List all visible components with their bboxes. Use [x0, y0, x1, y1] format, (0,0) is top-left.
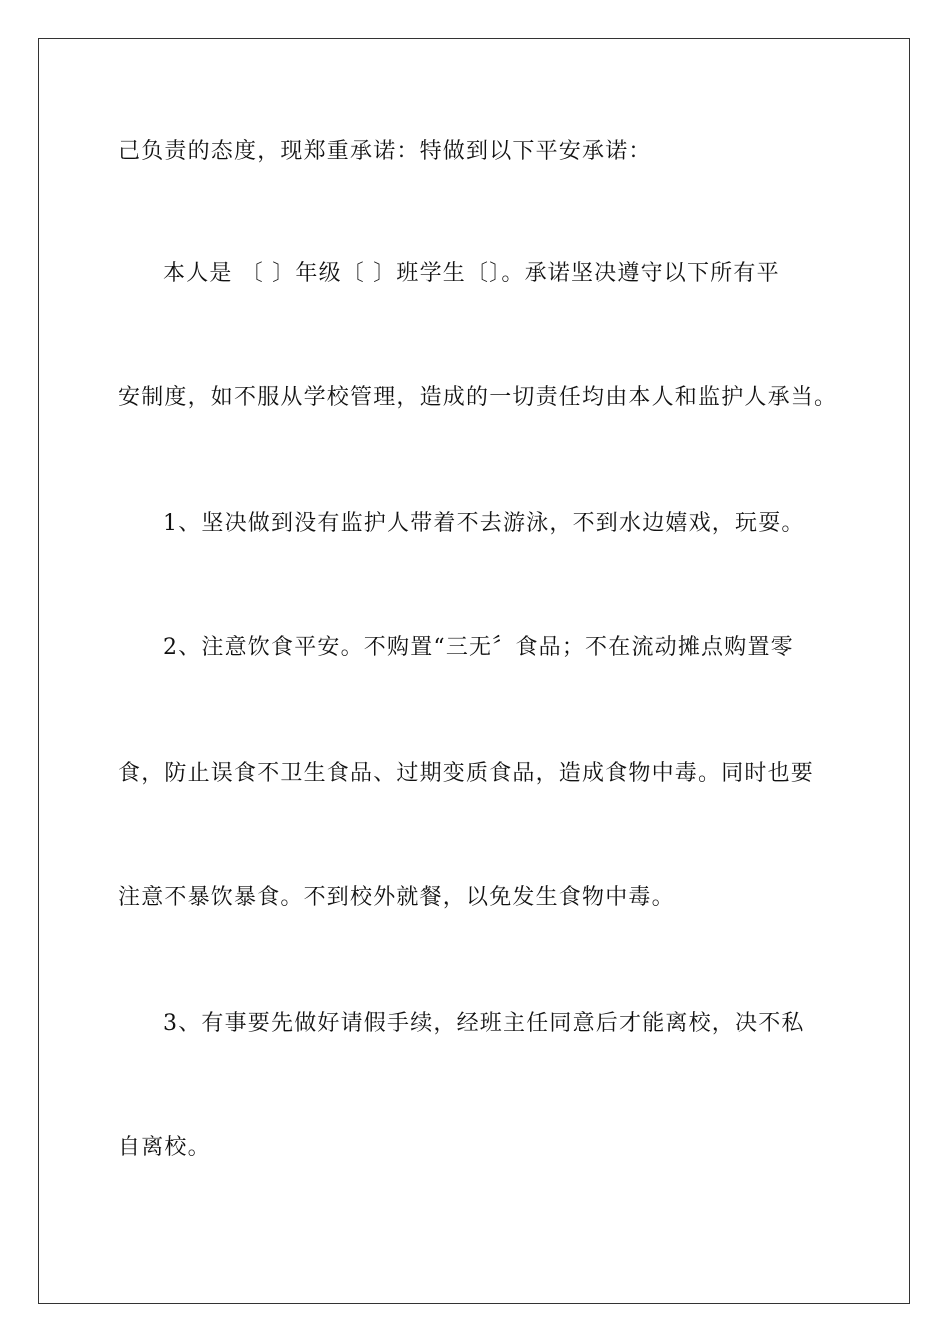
text-line-7: 注意不暴饮暴食。不到校外就餐，以免发生食物中毒。	[118, 885, 675, 910]
text-line-1: 己负责的态度，现郑重承诺：特做到以下平安承诺：	[118, 139, 652, 164]
text-line-4: 1、坚决做到没有监护人带着不去游泳，不到水边嬉戏，玩耍。	[163, 511, 805, 536]
page-border	[38, 38, 910, 1304]
text-line-6: 食，防止误食不卫生食品、过期变质食品，造成食物中毒。同时也要	[118, 761, 815, 786]
text-line-8: 3、有事要先做好请假手续，经班主任同意后才能离校，决不私	[163, 1011, 805, 1036]
text-line-9: 自离校。	[118, 1135, 211, 1160]
text-line-2: 本人是 〔 〕年级〔 〕班学生〔〕。承诺坚决遵守以下所有平	[163, 261, 780, 286]
text-line-3: 安制度，如不服从学校管理，造成的一切责任均由本人和监护人承当。	[118, 385, 838, 410]
text-line-5: 2、注意饮食平安。不购置“三无〞食品；不在流动摊点购置零	[163, 635, 794, 660]
